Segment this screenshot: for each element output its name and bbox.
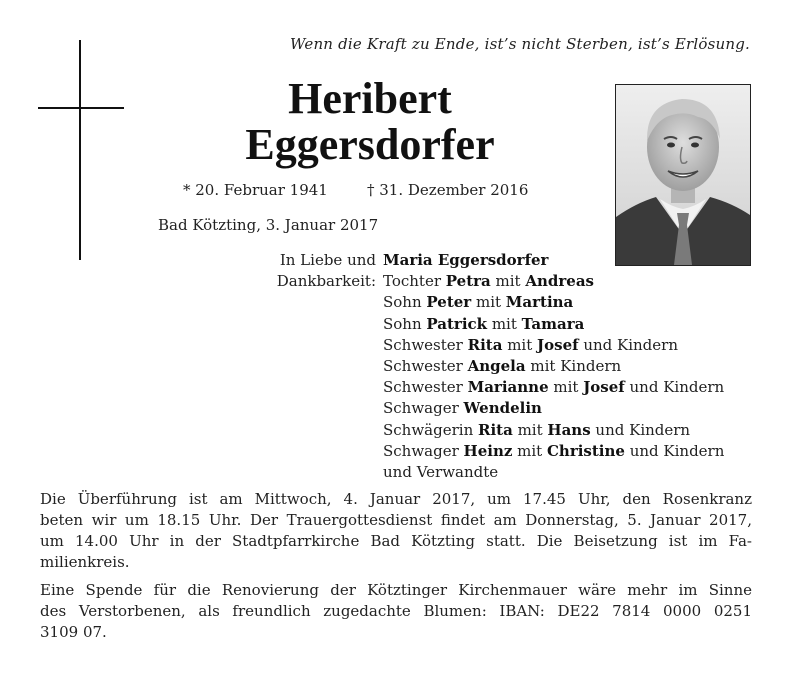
mourners-list (383, 250, 724, 483)
relation-text: und Kindern (624, 441, 725, 460)
relation-text: Schwester (383, 335, 468, 354)
mourner-name: Josef (537, 335, 579, 354)
mourners-label-line: Dankbarkeit: (276, 272, 376, 290)
mourner-name: Josef (583, 378, 625, 397)
relation-text: und Kindern (578, 335, 678, 354)
motto-quote: Wenn die Kraft zu Ende, ist’s nicht Sterben, ist’s Erlösung. (289, 35, 750, 53)
mourner-name: Angela (467, 357, 526, 376)
cross-vertical-bar (79, 40, 81, 260)
mourner-name: Andreas (525, 272, 595, 291)
mourner-name: Rita (467, 335, 503, 354)
mourner-name: Peter (426, 293, 472, 312)
mourner-line (383, 398, 724, 419)
mourner-name: Maria Eggersdorfer (383, 251, 549, 269)
relation-text: mit (512, 441, 547, 460)
relation-text: Schwester (383, 378, 468, 397)
deceased-first-name: Heribert (288, 74, 452, 123)
mourner-line (383, 356, 724, 377)
death-date: † 31. Dezember 2016 (367, 181, 529, 199)
mourner-name: Patrick (426, 314, 488, 333)
mourner-name: Tamara (521, 314, 585, 333)
place-and-date: Bad Kötzting, 3. Januar 2017 (158, 216, 379, 234)
relation-text: Schwester (383, 357, 468, 376)
mourner-line (383, 377, 724, 398)
relation-text: mit (502, 335, 538, 354)
mourner-line (383, 335, 724, 356)
relation-text: Schwager (383, 441, 464, 460)
relation-text: Sohn (383, 314, 427, 333)
portrait-image (616, 85, 750, 265)
portrait-photo (615, 84, 751, 266)
mourner-name: Hans (547, 420, 591, 439)
mourner-name: Heinz (463, 441, 513, 460)
relation-text: mit (512, 420, 548, 439)
birth-date: * 20. Februar 1941 (183, 181, 328, 199)
relation-text: Tochter (383, 272, 446, 291)
paragraph-line: um 14.00 Uhr in der Stadtpfarrkirche Bad Kötzting statt. Die Beisetzung ist im Fa- (40, 532, 752, 550)
relation-text: mit (548, 378, 584, 397)
relation-text: Sohn (383, 293, 427, 312)
mourner-line (383, 271, 724, 292)
mourners-label-line: In Liebe und (279, 251, 376, 269)
paragraph-line: beten wir um 18.15 Uhr. Der Trauergottesdienst findet am Donnerstag, 5. Januar 2017, (40, 511, 752, 529)
relation-text: mit (487, 314, 522, 333)
mourner-name: Wendelin (463, 399, 542, 418)
relation-text: und Verwandte (383, 463, 499, 482)
relation-text: und Kindern (590, 420, 691, 439)
relation-text: mit (490, 272, 526, 291)
relation-text: mit Kindern (525, 357, 622, 376)
mourner-line (383, 292, 724, 313)
mourner-line (383, 314, 724, 335)
mourner-line (383, 462, 724, 483)
paragraph-line: milienkreis. (40, 553, 130, 571)
relation-text: Schwager (383, 399, 464, 418)
mourners-label (240, 250, 376, 292)
mourner-name: Christine (546, 441, 625, 460)
paragraph-line: des Verstorbenen, als freundlich zugedachte Blumen: IBAN: DE22 7814 0000 0251 (40, 602, 752, 620)
paragraph-line: Die Überführung ist am Mittwoch, 4. Januar 2017, um 17.45 Uhr, den Rosenkranz (40, 490, 752, 508)
mourner-name: Rita (478, 420, 513, 439)
relation-text: mit (471, 293, 506, 312)
funeral-details-paragraph (40, 489, 752, 573)
mourner-name: Petra (445, 272, 491, 291)
mourner-name: Marianne (467, 378, 549, 397)
relation-text: und Kindern (624, 378, 725, 397)
cross-horizontal-bar (38, 107, 124, 109)
paragraph-line: Eine Spende für die Renovierung der Kötztinger Kirchenmauer wäre mehr im Sinne (40, 581, 752, 599)
mourner-line (383, 250, 724, 271)
paragraph-line: 3109 07. (40, 623, 107, 641)
deceased-last-name: Eggersdorfer (245, 120, 495, 169)
donation-paragraph (40, 580, 752, 643)
mourner-line (383, 441, 724, 462)
mourner-name: Martina (505, 293, 574, 312)
mourner-line (383, 420, 724, 441)
relation-text: Schwägerin (383, 420, 478, 439)
